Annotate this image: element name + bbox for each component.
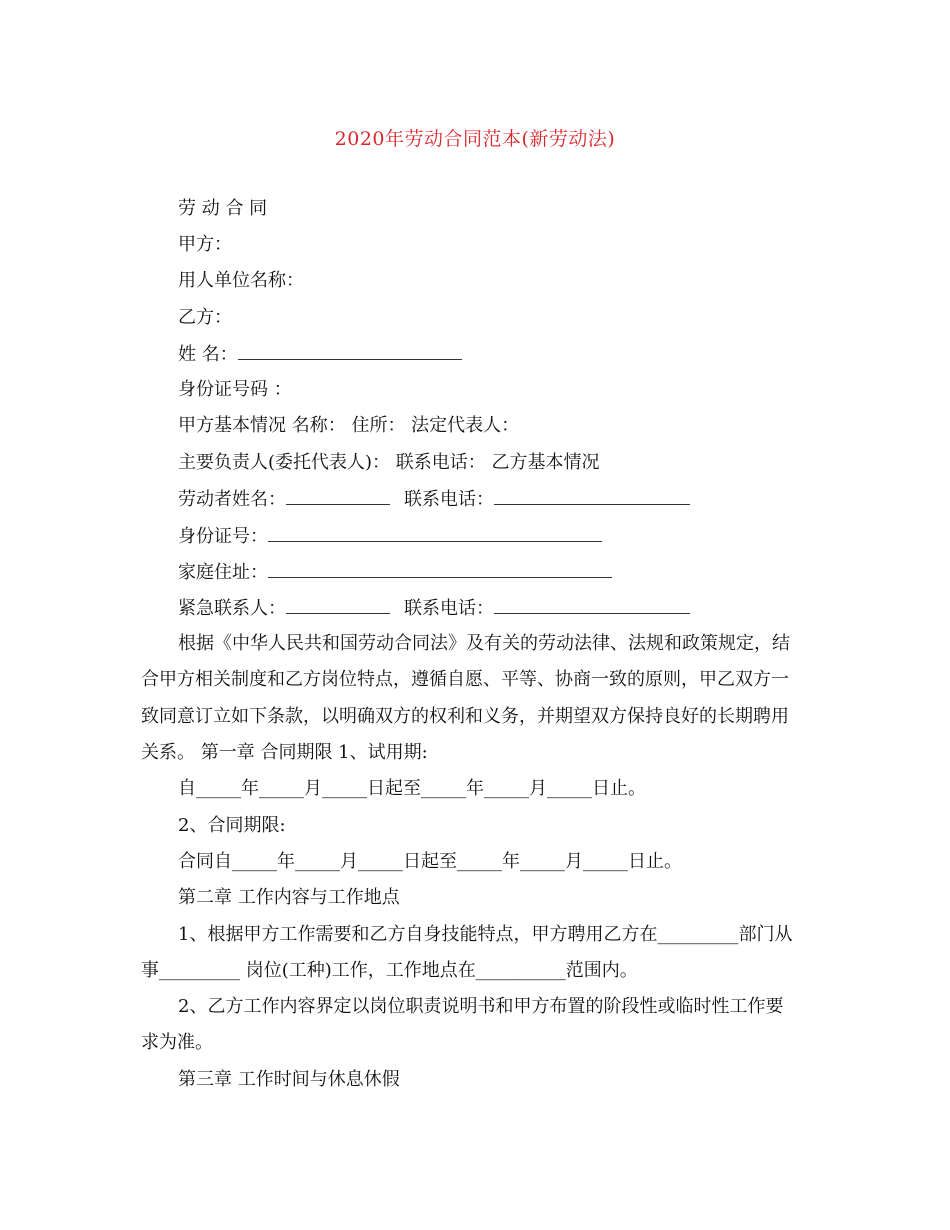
emergency-line xyxy=(178,596,690,621)
phone-label: 联系电话： xyxy=(404,489,494,510)
chapter-3-heading: 第三章 工作时间与休息休假 xyxy=(178,1069,400,1090)
id-line xyxy=(178,524,602,549)
party-a-label: 甲方： xyxy=(178,234,232,255)
clause-2-2-line-1: 2、乙方工作内容界定以岗位职责说明书和甲方布置的阶段性或临时性工作要 xyxy=(178,996,784,1017)
party-a-basic-info: 甲方基本情况 名称： 住所： 法定代表人： xyxy=(178,415,520,436)
id-label: 身份证号： xyxy=(178,526,268,547)
emergency-contact-blank xyxy=(286,596,390,614)
name-blank xyxy=(238,342,462,360)
preamble-line-4: 关系。 第一章 合同期限 1、试用期: xyxy=(141,742,428,763)
preamble-line-2: 合甲方相关制度和乙方岗位特点，遵循自愿、平等、协商一致的原则，甲乙双方一 xyxy=(141,669,789,690)
preamble-line-3: 致同意订立如下条款，以明确双方的权利和义务，并期望双方保持良好的长期聘用 xyxy=(141,706,789,727)
preamble-line-1: 根据《中华人民共和国劳动合同法》及有关的劳动法律、法规和政策规定，结 xyxy=(178,633,790,654)
clause-2-2-line-2: 求为准。 xyxy=(141,1032,213,1053)
address-label: 家庭住址： xyxy=(178,562,268,583)
address-line xyxy=(178,560,612,585)
clause-2-1-line-1: 1、根据甲方工作需要和乙方自身技能特点，甲方聘用乙方在_________部门从 xyxy=(178,924,793,945)
id-blank xyxy=(268,524,602,542)
emergency-contact-label: 紧急联系人： xyxy=(178,598,286,619)
worker-name-label: 劳动者姓名： xyxy=(178,489,286,510)
chapter-2-heading: 第二章 工作内容与工作地点 xyxy=(178,887,400,908)
name-line xyxy=(178,342,462,367)
name-label: 姓 名： xyxy=(178,344,238,365)
address-blank xyxy=(268,560,612,578)
probation-period-line: 自_____年_____月_____日起至_____年_____月_____日止。 xyxy=(178,778,646,799)
worker-name-blank xyxy=(286,487,390,505)
document-title: 2020年劳动合同范本(新劳动法) xyxy=(334,128,616,150)
id-number-label: 身份证号码 ： xyxy=(178,379,292,400)
party-b-label: 乙方： xyxy=(178,307,232,328)
contract-heading: 劳 动 合 同 xyxy=(178,198,268,219)
contract-term-label: 2、合同期限: xyxy=(178,815,286,836)
emergency-phone-blank xyxy=(494,596,690,614)
emergency-phone-label: 联系电话： xyxy=(404,598,494,619)
contract-term-line: 合同自_____年_____月_____日起至_____年_____月_____日止。 xyxy=(178,851,682,872)
employer-name-label: 用人单位名称： xyxy=(178,270,304,291)
phone-blank xyxy=(494,487,690,505)
clause-2-1-line-2: 事_________ 岗位(工种)工作，工作地点在__________范围内。 xyxy=(141,960,638,981)
principal-info: 主要负责人(委托代表人)： 联系电话： 乙方基本情况 xyxy=(178,452,600,473)
worker-name-line xyxy=(178,487,690,512)
